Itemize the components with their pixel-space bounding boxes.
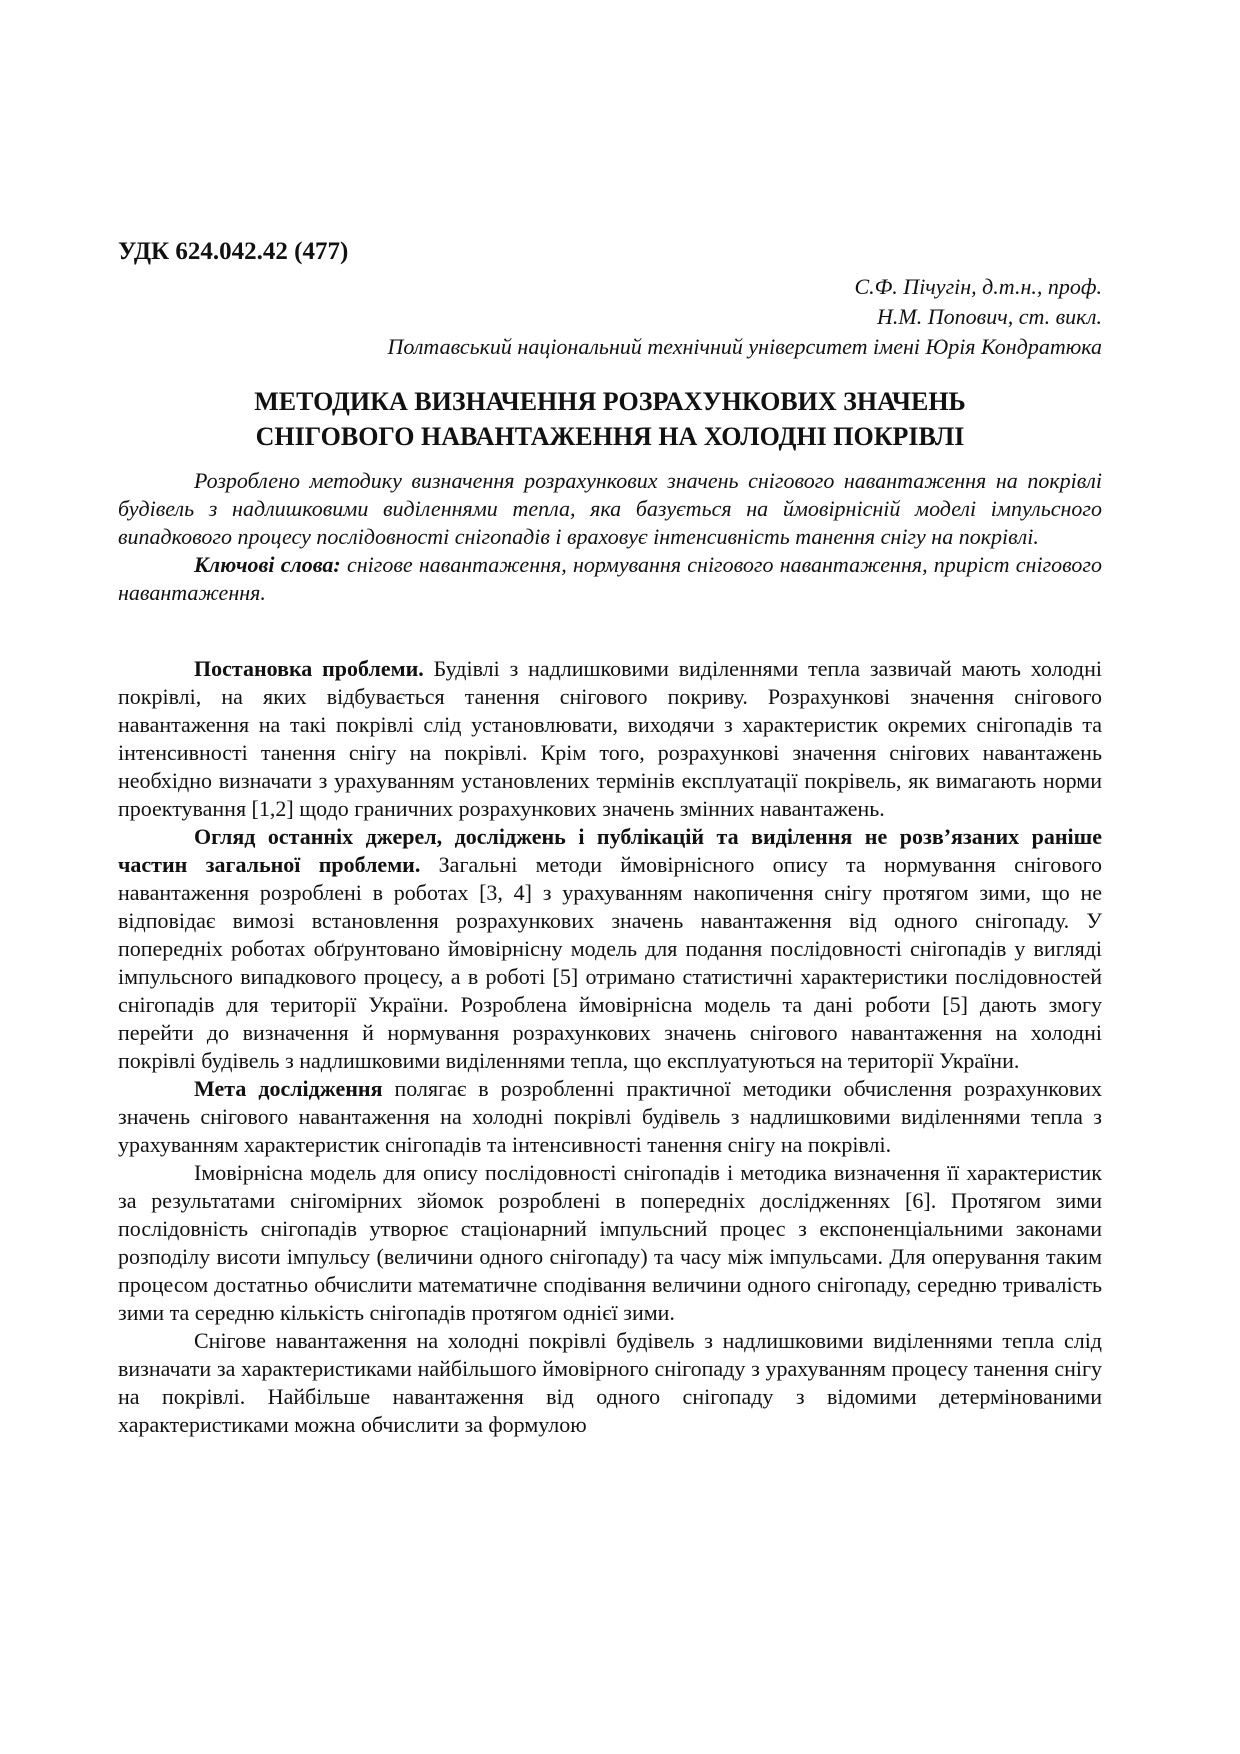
keywords-paragraph	[118, 551, 1102, 607]
paragraph-heading: Мета дослідження	[194, 1076, 383, 1101]
author-1: С.Ф. Пічугін, д.т.н., проф.	[854, 274, 1102, 299]
keywords-text: снігове навантаження, нормування снігового навантаження, приріст снігового навантаження.	[118, 552, 1102, 605]
paragraph-heading: Постановка проблеми.	[194, 656, 424, 681]
udk-code: УДК 624.042.42 (477)	[118, 238, 349, 265]
paper-title	[118, 384, 1102, 454]
paragraph-text: Імовірнісна модель для опису послідовності снігопадів і методика визначення її характеристик за результатами снігомірних зйомок розроблені в попередніх дослідженнях [6]. Протягом зими послідовність снігопадів утворює стаціонарний імпульсний процес з експоненціальними законами розподілу висоти імпульсу (величини одного снігопаду) та часу між імпульсами. Для оперування таким процесом достатньо обчислити математичне сподівання величини одного снігопаду, середню тривалість зими та середню кількість снігопадів протягом однієї зими.	[118, 1160, 1102, 1325]
abstract	[118, 467, 1102, 607]
body-text	[118, 655, 1102, 1439]
authors-block	[118, 272, 1102, 362]
paragraph-text: Будівлі з надлишковими виділеннями тепла зазвичай мають холодні покрівлі, на яких відбувається танення снігового покриву. Розрахункові значення снігового навантаження на такі покрівлі слід установлювати, виходячи з характеристик окремих снігопадів та інтенсивності танення снігу на покрівлі. Крім того, розрахункові значення снігових навантажень необхідно визначати з урахуванням установлених термінів експлуатації покрівель, як вимагають норми проектування [1,2] щодо граничних розрахункових значень змінних навантажень.	[118, 656, 1102, 821]
keywords-label: Ключові слова:	[194, 552, 341, 577]
title-line-1: МЕТОДИКА ВИЗНАЧЕННЯ РОЗРАХУНКОВИХ ЗНАЧЕНЬ	[254, 387, 966, 416]
abstract-text: Розроблено методику визначення розрахункових значень снігового навантаження на покрівлі будівель з надлишковими виділеннями тепла, яка базується на ймовірнісній моделі імпульсного випадкового процесу послідовності снігопадів і враховує інтенсивність танення снігу на покрівлі.	[118, 468, 1102, 549]
author-2: Н.М. Попович, ст. викл.	[877, 304, 1102, 329]
paragraph-heading: Огляд останніх джерел, досліджень і публікацій та виділення не розв’язаних раніше частин загальної проблеми.	[118, 824, 1102, 877]
affiliation: Полтавський національний технічний університет імені Юрія Кондратюка	[387, 334, 1102, 359]
paragraph-problem	[118, 655, 1102, 823]
paragraph-load	[118, 1327, 1102, 1439]
paragraph-text: Снігове навантаження на холодні покрівлі будівель з надлишковими виділеннями тепла слід визначати за характеристиками найбільшого ймовірного снігопаду з урахуванням процесу танення снігу на покрівлі. Найбільше навантаження від одного снігопаду з відомими детермінованими характеристиками можна обчислити за формулою	[118, 1328, 1102, 1437]
paragraph-text: Загальні методи ймовірнісного опису та нормування снігового навантаження розроблені в роботах [3, 4] з урахуванням накопичення снігу протягом зими, що не відповідає вимозі встановлення розрахункових значень навантаження від одного снігопаду. У попередніх роботах обґрунтовано ймовірнісну модель для подання послідовності снігопадів у вигляді імпульсного випадкового процесу, а в роботі [5] отримано статистичні характеристики послідовностей снігопадів для території України. Розроблена ймовірнісна модель та дані роботи [5] дають змогу перейти до визначення й нормування розрахункових значень снігового навантаження на холодні покрівлі будівель з надлишковими виділеннями тепла, що експлуатуються на території України.	[118, 852, 1102, 1073]
title-line-2: СНІГОВОГО НАВАНТАЖЕННЯ НА ХОЛОДНІ ПОКРІВЛІ	[255, 422, 965, 451]
paragraph-text: полягає в розробленні практичної методики обчислення розрахункових значень снігового навантаження на холодні покрівлі будівель з надлишковими виділеннями тепла з урахуванням характеристик снігопадів та інтенсивності танення снігу на покрівлі.	[118, 1076, 1102, 1157]
paragraph-review	[118, 823, 1102, 1075]
paragraph-goal	[118, 1075, 1102, 1159]
paragraph-model	[118, 1159, 1102, 1327]
